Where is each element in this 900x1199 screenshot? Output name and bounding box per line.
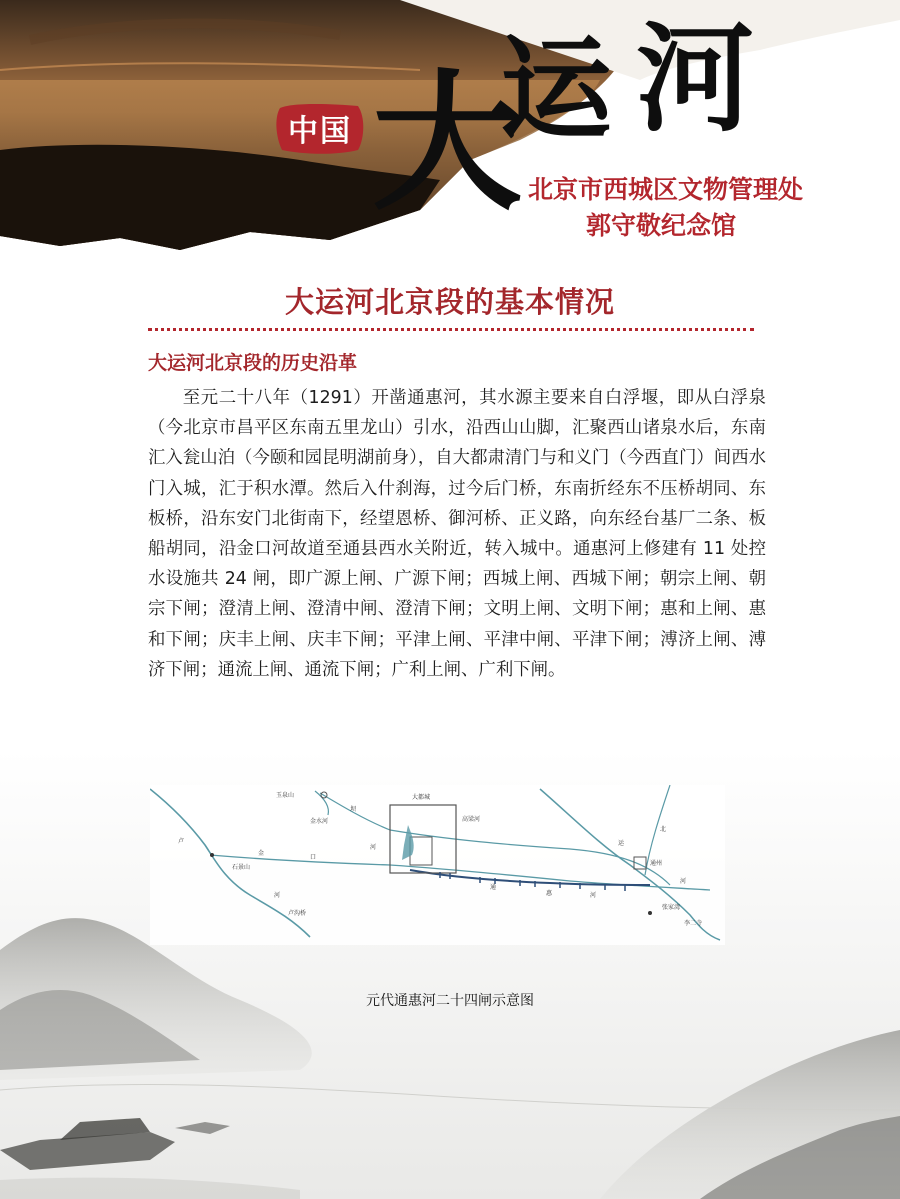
label-gaoliang: 高梁河 xyxy=(462,816,481,823)
label-tong: 通 xyxy=(490,884,497,891)
label-he-mid: 河 xyxy=(370,844,377,851)
label-yun: 运 xyxy=(618,840,625,847)
organization-block xyxy=(528,172,828,244)
label-he-lower: 河 xyxy=(274,892,281,899)
label-dadu: 大都城 xyxy=(412,794,431,801)
seal-text: 中国 xyxy=(288,114,352,149)
title-char-da: 大 xyxy=(372,55,523,231)
label-lugou: 卢沟桥 xyxy=(288,910,307,917)
tonghui-river-map xyxy=(150,785,725,945)
label-he-right: 河 xyxy=(590,892,597,899)
org-line-1: 北京市西城区文物管理处 xyxy=(528,175,804,204)
label-zhangjiawan: 张家湾 xyxy=(662,904,681,911)
org-line-2: 郭守敬纪念馆 xyxy=(586,211,737,240)
label-tongzhou: 通州 xyxy=(650,860,663,867)
history-paragraph: 至元二十八年（1291）开凿通惠河，其水源主要来自白浮堰，即从白浮泉（今北京市昌平区东南五里龙山）引水，沿西山山脚，汇聚西山诸泉水后，东南汇入瓮山泊（今颐和园昆明湖前身），自大都肃清门与和义门（今西直门）间西水门入城，汇于积水潭。然后入什刹海，过今后门桥，东南折经东不压桥胡同、东板桥，沿东安门北街南下，经望恩桥、御河桥、正义路，向东经台基厂二条、板船胡同，沿金口河故道至通县西水关附近，转入城中。通惠河上修建有 11 处控水设施共 24 闸，即广源上闸、广源下闸；西城上闸、西城下闸；朝宗上闸、朝宗下闸；澄清上闸、澄清中闸、澄清下闸；文明上闸、文明下闸；惠和上闸、惠和下闸；庆丰上闸、庆丰下闸；平津上闸、平津中闸、平津下闸；溥济上闸、溥济下闸；通流上闸、通流下闸；广利上闸、广利下闸。 xyxy=(148,388,766,680)
label-ba: 坝 xyxy=(350,806,357,813)
label-shijingshan: 石景山 xyxy=(232,864,251,871)
title-char-yun: 运 xyxy=(500,24,612,155)
label-jin: 金 xyxy=(258,850,265,857)
label-jinshui: 金水河 xyxy=(310,818,329,825)
map-caption: 元代通惠河二十四闸示意图 xyxy=(366,993,534,1009)
title-char-he: 河 xyxy=(636,9,755,148)
dotted-divider xyxy=(148,328,754,331)
label-hui: 惠 xyxy=(546,890,553,897)
label-yuquanshan: 玉泉山 xyxy=(276,792,295,799)
label-he-far: 河 xyxy=(680,878,687,885)
label-lizhou: 李二寺 xyxy=(684,920,703,927)
label-lu: 卢 xyxy=(178,838,185,845)
label-bei: 北 xyxy=(660,826,667,833)
section-title: 大运河北京段的基本情况 xyxy=(284,285,615,319)
label-kou: 口 xyxy=(310,854,317,861)
section-subtitle: 大运河北京段的历史沿革 xyxy=(148,352,358,374)
